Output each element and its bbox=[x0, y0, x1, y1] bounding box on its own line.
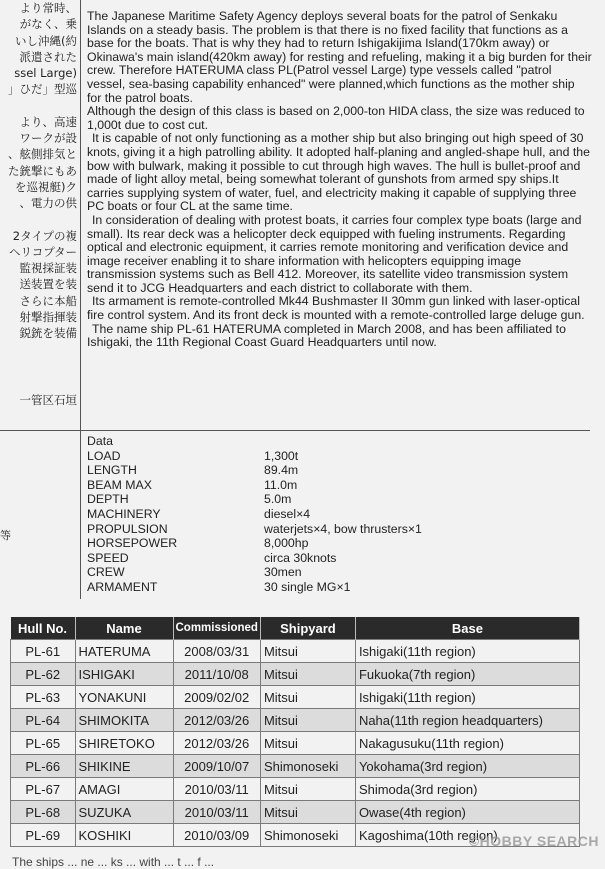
name-cell: AMAGI bbox=[75, 778, 173, 801]
table-row bbox=[11, 755, 580, 778]
hull-no-cell: PL-67 bbox=[11, 778, 76, 801]
japanese-line: 派遣された bbox=[19, 49, 77, 64]
japanese-line: より常時、 bbox=[19, 1, 77, 15]
spec-label: MACHINERY bbox=[87, 506, 161, 521]
japanese-line: 鋭銃を装備 bbox=[19, 326, 77, 341]
japanese-line: 射撃指揮装 bbox=[19, 310, 77, 325]
japanese-line: を巡視艇)ク bbox=[15, 179, 77, 194]
description-text bbox=[87, 10, 592, 350]
shipyard-cell: Mitsui bbox=[260, 640, 355, 663]
base-cell: Ishigaki(11th region) bbox=[355, 640, 579, 663]
table-row bbox=[11, 663, 580, 686]
spec-row bbox=[87, 565, 547, 580]
spec-row bbox=[87, 492, 547, 507]
spec-value: circa 30knots bbox=[264, 550, 337, 565]
japanese-line: 」ひだ」型巡 bbox=[8, 82, 77, 97]
commissioned-cell: 2012/03/26 bbox=[173, 709, 260, 732]
left-japanese-column bbox=[0, 0, 81, 430]
base-cell: Yokohama(3rd region) bbox=[355, 755, 579, 778]
intro-paragraph-4: In consideration of dealing with protest boats, it carries four complex type boats (large and small). Its rear deck was a helicopter deck equipped with fueling instruments. Regarding optical and electronic equipment, it carries remote monitoring and verification device and image receiver enabling it to share information with helicopters equipping image transmission systems such as Bell 412. Moreover, its satellite video transmission system send it to JCG Headquarters and each district to collaborate with them. bbox=[87, 212, 582, 295]
intro-paragraph-5: Its armament is remote-controlled Mk44 Bushmaster II 30mm gun linked with laser-optical fire control system. And its front deck is mounted with a remote-controlled large deluge gun. bbox=[87, 294, 585, 323]
japanese-bottom-line: 一管区石垣 bbox=[19, 393, 77, 407]
table-row bbox=[11, 732, 580, 755]
spec-label: SPEED bbox=[87, 550, 129, 565]
spec-row bbox=[87, 463, 547, 478]
spec-value: diesel×4 bbox=[264, 506, 311, 521]
shipyard-cell: Mitsui bbox=[260, 709, 355, 732]
japanese-line: た銃撃にもあ bbox=[8, 163, 77, 178]
header-name: Name bbox=[75, 617, 173, 640]
table-row bbox=[11, 686, 580, 709]
commissioned-cell: 2010/03/11 bbox=[173, 778, 260, 801]
japanese-text-lines bbox=[0, 0, 80, 358]
name-cell: SHIRETOKO bbox=[75, 732, 173, 755]
base-cell: Ishigaki(11th region) bbox=[355, 686, 579, 709]
spec-row bbox=[87, 536, 547, 551]
table-row bbox=[11, 709, 580, 732]
header-shipyard: Shipyard bbox=[260, 617, 355, 640]
name-cell: YONAKUNI bbox=[75, 686, 173, 709]
base-cell: Fukuoka(7th region) bbox=[355, 663, 579, 686]
spec-row bbox=[87, 507, 547, 522]
intro-paragraph-2: Although the design of this class is based on 2,000-ton HIDA class, the size was reduced to 1,000t due to cost cut. bbox=[87, 104, 585, 132]
shipyard-cell: Mitsui bbox=[260, 663, 355, 686]
japanese-line: 、舷側排気と bbox=[8, 147, 77, 162]
hull-no-cell: PL-69 bbox=[11, 824, 76, 847]
data-heading: Data bbox=[87, 434, 113, 448]
commissioned-cell: 2009/02/02 bbox=[173, 686, 260, 709]
spec-label: ARMAMENT bbox=[87, 579, 158, 594]
base-cell: Naha(11th region headquarters) bbox=[355, 709, 579, 732]
header-base: Base bbox=[355, 617, 579, 640]
shipyard-cell: Shimonoseki bbox=[260, 824, 355, 847]
header-commissioned: Commissioned bbox=[173, 617, 260, 640]
hull-no-cell: PL-68 bbox=[11, 801, 76, 824]
name-cell: HATERUMA bbox=[75, 640, 173, 663]
japanese-line: ワークが設 bbox=[19, 131, 77, 146]
table-header-row bbox=[11, 617, 580, 640]
fleet-table-body bbox=[11, 640, 580, 847]
base-cell: Shimoda(3rd region) bbox=[355, 778, 579, 801]
base-cell: Kagoshima(10th region) bbox=[355, 824, 579, 847]
shipyard-cell: Mitsui bbox=[260, 801, 355, 824]
hull-no-cell: PL-66 bbox=[11, 755, 76, 778]
commissioned-cell: 2011/10/08 bbox=[173, 663, 260, 686]
spec-value: 5.0m bbox=[264, 492, 292, 507]
table-row bbox=[11, 640, 580, 663]
shipyard-cell: Mitsui bbox=[260, 686, 355, 709]
table-row bbox=[11, 778, 580, 801]
commissioned-cell: 2010/03/11 bbox=[173, 801, 260, 824]
name-cell: SHIKINE bbox=[75, 755, 173, 778]
japanese-line: さらに本船 bbox=[19, 293, 77, 308]
spec-value: 11.0m bbox=[264, 477, 298, 492]
spec-value: 1,300t bbox=[264, 448, 299, 463]
spec-row bbox=[87, 522, 547, 537]
spec-label: CREW bbox=[87, 565, 125, 580]
intro-paragraph-1: The Japanese Maritime Safety Agency deploys several boats for the patrol of Senkaku Islands on a steady basis. The problem is that there is no fixed facility that functions as a base for the boats. That is why they had to return Ishigakijima Island(170km away) or Okinawa's main island(420km away) for resting and refueling, making it a big burden for their crew. Therefore HATERUMA class PL(Patrol vessel Large) type vessels called "patrol vessel, sea-basing capability enhanced" were planned,which functions as the mother ship for the patrol boats. bbox=[87, 9, 592, 105]
section-divider bbox=[0, 430, 590, 431]
fleet-table bbox=[10, 617, 580, 847]
shipyard-cell: Shimonoseki bbox=[260, 755, 355, 778]
data-left-column bbox=[0, 431, 81, 599]
spec-value: 30 single MG×1 bbox=[264, 579, 351, 594]
commissioned-cell: 2012/03/26 bbox=[173, 732, 260, 755]
table-row bbox=[11, 801, 580, 824]
base-cell: Owase(4th region) bbox=[355, 801, 579, 824]
spec-value: 89.4m bbox=[264, 463, 299, 478]
spec-value: 30men bbox=[264, 565, 302, 580]
hull-no-cell: PL-64 bbox=[11, 709, 76, 732]
name-cell: SHIMOKITA bbox=[75, 709, 173, 732]
japanese-line: より、高速 bbox=[19, 114, 77, 129]
commissioned-cell: 2009/10/07 bbox=[173, 755, 260, 778]
japanese-line bbox=[0, 342, 80, 358]
base-cell: Nakagusuku(11th region) bbox=[355, 732, 579, 755]
hull-no-cell: PL-63 bbox=[11, 686, 76, 709]
spec-label: LENGTH bbox=[87, 463, 137, 478]
spec-label: HORSEPOWER bbox=[87, 536, 178, 551]
hull-no-cell: PL-62 bbox=[11, 663, 76, 686]
spec-value: 8,000hp bbox=[264, 536, 309, 551]
hull-no-cell: PL-61 bbox=[11, 640, 76, 663]
shipyard-cell: Mitsui bbox=[260, 778, 355, 801]
spec-row bbox=[87, 580, 547, 595]
spec-label: PROPULSION bbox=[87, 521, 168, 536]
japanese-line: 2タイプの複 bbox=[12, 228, 77, 243]
intro-paragraph-6: The name ship PL-61 HATERUMA completed in March 2008, and has been affiliated to Ishigaki, the 11th Regional Coast Guard Headquarters until now. bbox=[87, 321, 566, 350]
specifications bbox=[87, 434, 547, 595]
name-cell: SUZUKA bbox=[75, 801, 173, 824]
spec-row bbox=[87, 478, 547, 493]
japanese-line: 監視採証装 bbox=[19, 261, 77, 276]
japanese-line: ssel Large) bbox=[14, 66, 77, 81]
spec-rows bbox=[87, 449, 547, 595]
hull-no-cell: PL-65 bbox=[11, 732, 76, 755]
header-hull-no: Hull No. bbox=[11, 617, 76, 640]
shipyard-cell: Mitsui bbox=[260, 732, 355, 755]
spec-row bbox=[87, 449, 547, 464]
spec-label: DEPTH bbox=[87, 492, 129, 507]
japanese-line: いし沖縄(約 bbox=[15, 33, 77, 48]
spec-label: BEAM MAX bbox=[87, 477, 152, 492]
footer-cut-text: The ships ... ne ... ks ... with ... t ... f ... bbox=[12, 855, 215, 869]
japanese-line: 送装置を装 bbox=[19, 277, 77, 292]
spec-row bbox=[87, 551, 547, 566]
japanese-line: ヘリコプター bbox=[9, 244, 77, 259]
name-cell: KOSHIKI bbox=[75, 824, 173, 847]
commissioned-cell: 2008/03/31 bbox=[173, 640, 260, 663]
commissioned-cell: 2010/03/09 bbox=[173, 824, 260, 847]
japanese-line bbox=[0, 98, 80, 114]
spec-value: waterjets×4, bow thrusters×1 bbox=[264, 521, 422, 536]
watermark-logo: ©HOBBY SEARCH bbox=[468, 833, 599, 849]
spec-label: LOAD bbox=[87, 448, 121, 463]
intro-paragraph-3: It is capable of not only functioning as a mother ship but also bringing out high speed of 30 knots, giving it a high patrolling ability. It adopted half-planing and angled-shape hull, and the bow with bulwark, making it possible to cut through high waves. The hull is bullet-proof and made of light alloy metal, being somewhat tolerant of gunshots from armed spy ships.It carries supplying system of water, fuel, and electricity making it capable of supplying three PC boats or four CL at the same time. bbox=[87, 131, 590, 214]
japanese-line: 、電力の供 bbox=[19, 196, 77, 211]
japanese-line bbox=[0, 212, 80, 228]
name-cell: ISHIGAKI bbox=[75, 663, 173, 686]
japanese-fragment: 等 bbox=[0, 530, 11, 542]
japanese-line: がなく、乗 bbox=[19, 17, 77, 32]
